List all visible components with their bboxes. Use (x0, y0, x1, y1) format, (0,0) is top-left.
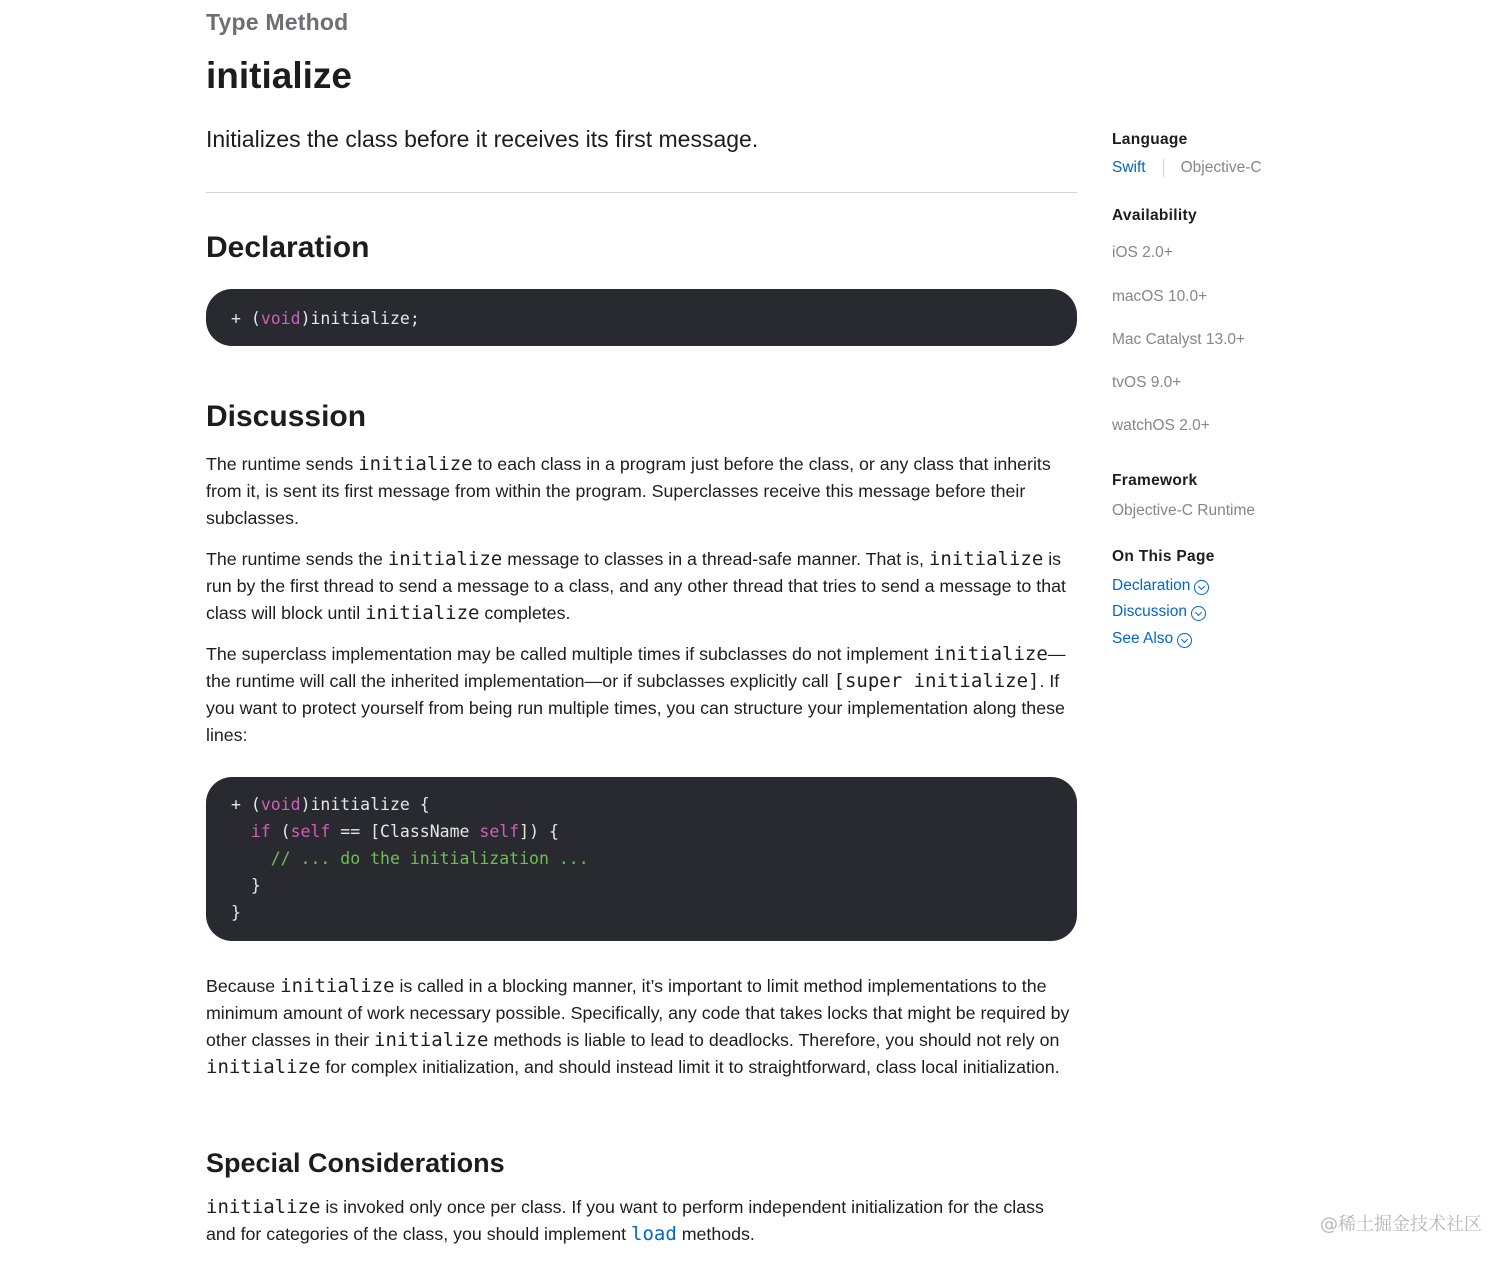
page-title: initialize (206, 55, 352, 96)
inline-code: initialize (365, 602, 480, 624)
discussion-paragraph-4: Because initialize is called in a blocking manner, it’s important to limit method implementations to the minimum amount of work necessary possible. Specifically, any code that takes locks that might be required by other classes in their initialize methods is liable to lead to deadlocks. Therefore, you should not rely on initialize for complex initialization, and should instead limit it to straightforward, class local initialization. (206, 975, 1070, 1078)
eyebrow-label: Type Method (206, 9, 349, 35)
availability-macos: macOS 10.0+ (1112, 288, 1208, 305)
language-separator (1163, 159, 1164, 177)
language-swift-link[interactable]: Swift (1112, 159, 1146, 176)
availability-tvos: tvOS 9.0+ (1112, 374, 1182, 391)
inline-code: initialize (206, 1056, 321, 1078)
declaration-heading: Declaration (206, 231, 370, 264)
inline-code: initialize (374, 1029, 489, 1051)
discussion-heading: Discussion (206, 400, 367, 433)
abstract: Initializes the class before it receives its first message. (206, 126, 759, 152)
availability-watchos: watchOS 2.0+ (1112, 417, 1210, 434)
inline-code: initialize (387, 548, 503, 570)
on-this-page-discussion-link[interactable] (1112, 603, 1206, 621)
inline-code: initialize (280, 975, 395, 997)
link-label: Discussion (1112, 603, 1187, 620)
declaration-code-block (206, 289, 1077, 346)
discussion-paragraph-2: The runtime sends the initialize message to classes in a thread-safe manner. That is, initialize is run by the first thread to send a message to a class, and any other thread that tries to send a message to that class will block until initialize completes. (206, 548, 1066, 624)
link-label: See Also (1112, 630, 1174, 647)
language-objc-current: Objective-C (1180, 159, 1262, 176)
language-switcher (1112, 159, 1262, 177)
chevron-down-circle-icon (1177, 633, 1192, 648)
chevron-down-circle-icon (1191, 606, 1206, 621)
link-label: Declaration (1112, 577, 1191, 594)
load-link[interactable]: load (631, 1223, 677, 1245)
inline-code: initialize (358, 453, 473, 475)
chevron-down-circle-icon (1194, 580, 1209, 595)
on-this-page-label: On This Page (1112, 548, 1215, 565)
example-code-block: + (void)initialize { if (self == [ClassName self]) { // ... do the initialization ... } } (206, 777, 1077, 941)
code-keyword: void (260, 309, 301, 328)
framework-value: Objective-C Runtime (1112, 502, 1255, 519)
inline-code: initialize (933, 643, 1048, 665)
language-label: Language (1112, 131, 1188, 148)
inline-code: initialize (928, 548, 1044, 570)
on-this-page-see-also-link[interactable] (1112, 630, 1192, 648)
code-text: + ( (231, 309, 261, 328)
special-considerations-heading: Special Considerations (206, 1148, 505, 1178)
special-considerations-paragraph: initialize is invoked only once per class. If you want to perform independent initialization for the class and for categories of the class, you should implement load methods. (206, 1196, 1044, 1245)
discussion-paragraph-3: The superclass implementation may be called multiple times if subclasses do not implement initialize—the runtime will call the inherited implementation—or if subclasses explicitly call [super initialize]. If you want to protect yourself from being run multiple times, you can structure your implementation along these lines: (206, 643, 1066, 745)
divider (206, 192, 1077, 193)
inline-code: initialize (206, 1196, 321, 1218)
code-text: )initialize; (300, 309, 420, 328)
availability-mac-catalyst: Mac Catalyst 13.0+ (1112, 331, 1246, 348)
framework-label: Framework (1112, 472, 1198, 489)
on-this-page-declaration-link[interactable] (1112, 577, 1209, 595)
discussion-paragraph-1: The runtime sends initialize to each class in a program just before the class, or any class that inherits from it, is sent its first message from within the program. Superclasses receive this message before their subclasses. (206, 453, 1051, 528)
watermark: @稀土掘金技术社区 (1320, 1214, 1482, 1235)
availability-ios: iOS 2.0+ (1112, 244, 1173, 261)
inline-code: [super initialize] (833, 670, 1040, 692)
availability-label: Availability (1112, 207, 1197, 224)
